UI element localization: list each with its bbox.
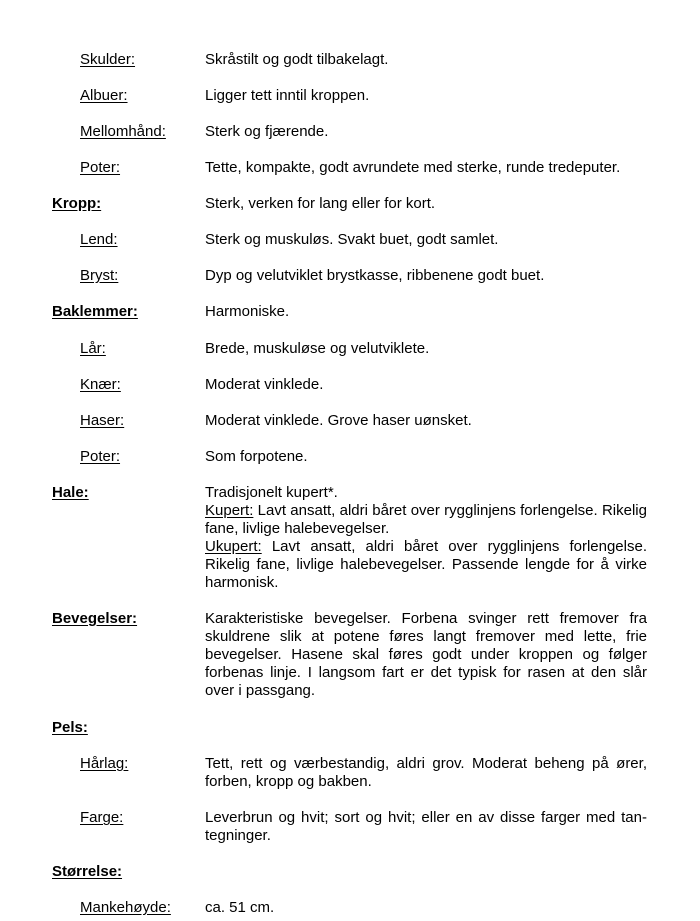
value-mellomhand: Sterk og fjærende.	[205, 123, 329, 140]
value-skulder: Skråstilt og godt tilbakelagt.	[205, 51, 389, 68]
value-lend: Sterk og muskuløs. Svakt buet, godt samlet.	[205, 231, 499, 248]
label-pels: Pels:	[52, 719, 88, 736]
value-bevegelser: Karakteristiske bevegelser. Forbena svinger rett fremover fra skuldrene slik at potene føres langt fremover med lette, frie bevegelser. Hasene skal føres godt under kroppen og følger forbenas linje. I langsom fart er det typisk for rasen at den slår over i passgang.	[205, 610, 647, 699]
label-albuer: Albuer:	[80, 87, 128, 104]
label-haser: Haser:	[80, 412, 125, 429]
value-albuer: Ligger tett inntil kroppen.	[205, 87, 370, 104]
value-lar: Brede, muskuløse og velutviklete.	[205, 340, 430, 357]
value-poter-front: Tette, kompakte, godt avrundete med sterke, runde tredeputer.	[205, 159, 621, 176]
value-haser: Moderat vinklede. Grove haser uønsket.	[205, 412, 472, 429]
label-poter-front: Poter:	[80, 159, 121, 176]
hale-kupert-block	[205, 502, 647, 537]
hale-kupert-label: Kupert:	[205, 502, 254, 519]
label-knaer: Knær:	[80, 376, 121, 393]
label-skulder: Skulder:	[80, 51, 136, 68]
hale-ukupert-text: Lavt ansatt, aldri båret over rygglinjens forlengelse. Rikelig fane, livlige halebevegelser. Passende lengde for å virke harmonisk.	[205, 538, 647, 591]
label-lend: Lend:	[80, 231, 118, 248]
label-hale: Hale:	[52, 484, 89, 501]
label-poter-hind: Poter:	[80, 448, 121, 465]
label-kropp: Kropp:	[52, 195, 102, 212]
label-harlag: Hårlag:	[80, 755, 129, 772]
label-bryst: Bryst:	[80, 267, 119, 284]
hale-kupert-text: Lavt ansatt, aldri båret over rygglinjens forlengelse. Rikelig fane, livlige halebevegelser.	[205, 502, 647, 537]
label-storrelse: Størrelse:	[52, 863, 123, 880]
value-mankehoyde: ca. 51 cm.	[205, 899, 275, 916]
label-bevegelser: Bevegelser:	[52, 610, 138, 627]
label-mellomhand: Mellomhånd:	[80, 123, 166, 140]
label-lar: Lår:	[80, 340, 106, 357]
value-kropp: Sterk, verken for lang eller for kort.	[205, 195, 436, 212]
value-knaer: Moderat vinklede.	[205, 376, 324, 393]
value-hale	[205, 484, 647, 592]
hale-intro: Tradisjonelt kupert*.	[205, 484, 338, 501]
hale-ukupert-label: Ukupert:	[205, 538, 262, 555]
value-bryst: Dyp og velutviklet brystkasse, ribbenene godt buet.	[205, 267, 545, 284]
label-baklemmer: Baklemmer:	[52, 303, 138, 320]
value-farge: Leverbrun og hvit; sort og hvit; eller en av disse farger med tan-tegninger.	[205, 809, 647, 844]
value-poter-hind: Som forpotene.	[205, 448, 308, 465]
label-farge: Farge:	[80, 809, 124, 826]
label-mankehoyde: Mankehøyde:	[80, 899, 171, 916]
value-baklemmer: Harmoniske.	[205, 303, 290, 320]
value-harlag: Tett, rett og værbestandig, aldri grov. Moderat beheng på ører, forben, kropp og bakben.	[205, 755, 647, 790]
hale-ukupert-block	[205, 538, 647, 592]
